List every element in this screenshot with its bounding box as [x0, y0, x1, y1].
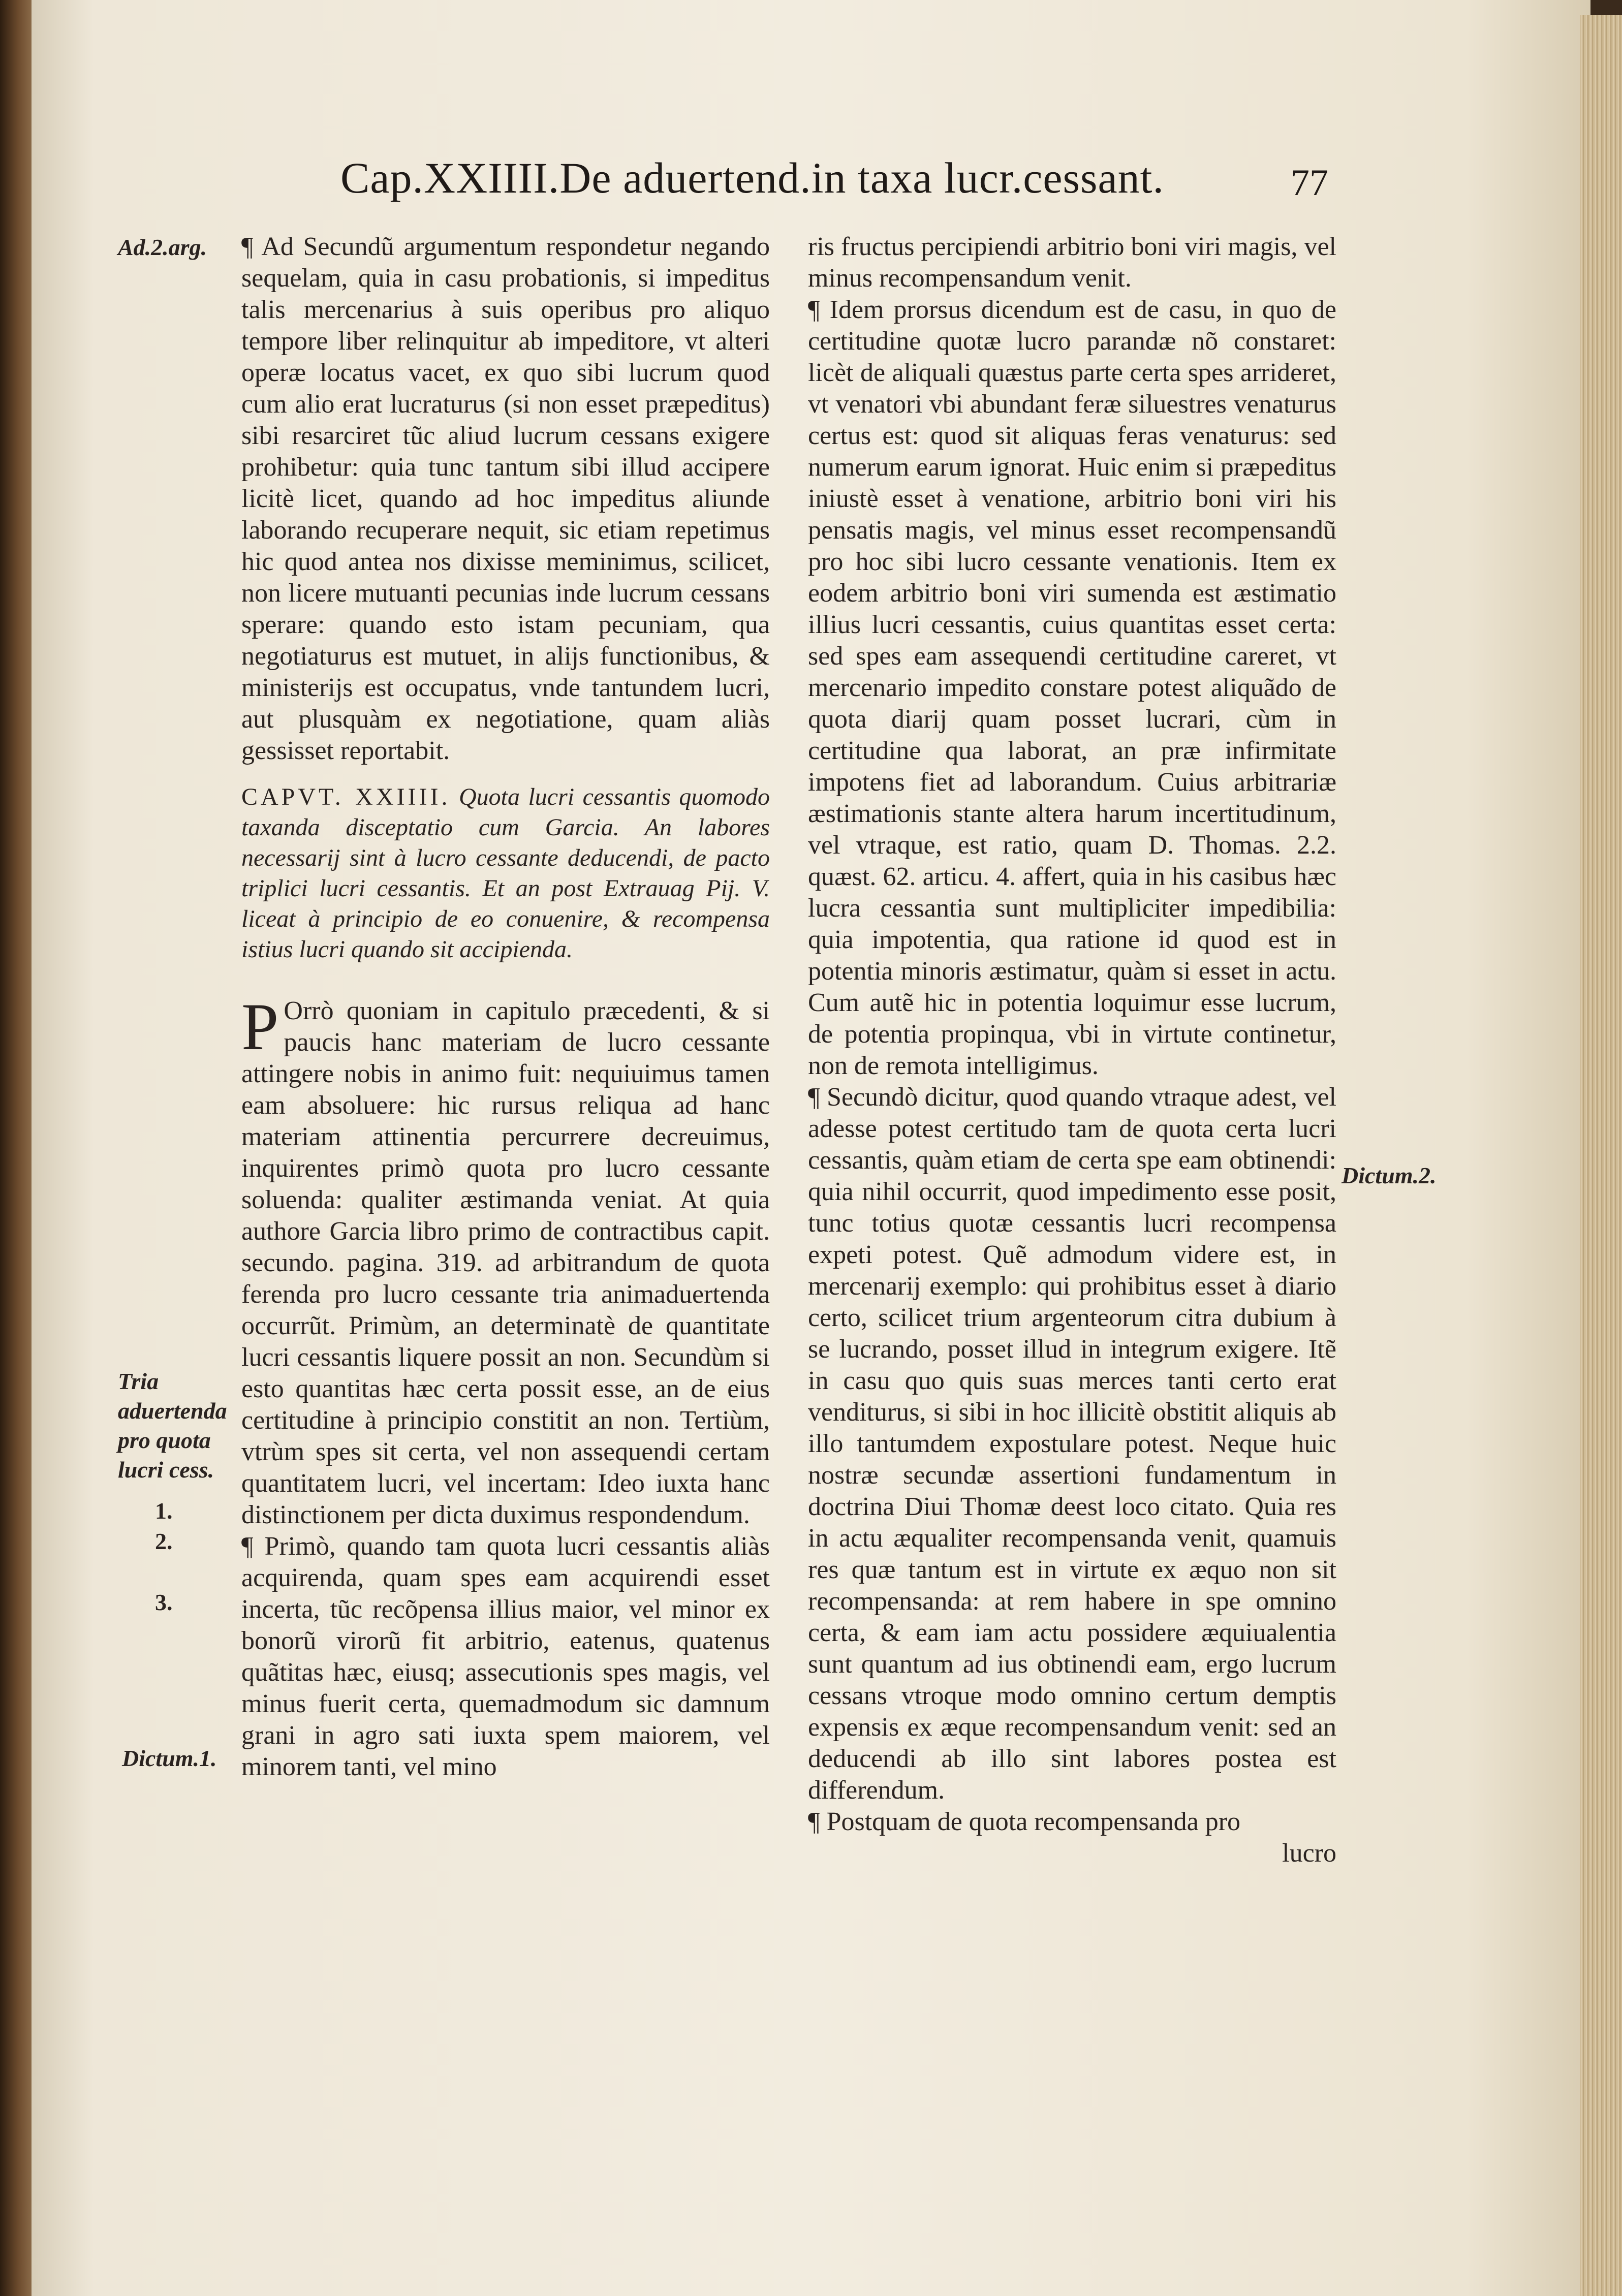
running-title: Cap.XXIIII.De aduertend.in taxa lucr.cessant.: [340, 153, 1165, 202]
page-header: [340, 152, 1387, 213]
chapter-opening-paragraph: [241, 989, 770, 1531]
page-edges: [1580, 15, 1622, 2296]
chapter-number: CAPVT. XXIIII.: [241, 783, 451, 810]
right-column: [808, 231, 1336, 1869]
drop-capital: P: [241, 989, 279, 1064]
margin-number-1: 1.: [155, 1498, 173, 1524]
margin-note-ad-arg: Ad.2.arg.: [118, 234, 207, 260]
paragraph-idem: ¶ Idem prorsus dicendum est de casu, in quo de certitudine quotæ lucro parandæ nõ constaret: licèt de aliquali quæstus parte certa spes arrideret, vt venatori vbi abundant feræ siluestres venaturus certus est: quod sit aliquas feras venaturus: sed numerum earum ignorat. Huic enim si præpeditus iniustè esset à venatione, arbitrio boni viri his pensatis magis, vel minus esset recompensandũ pro hoc sibi lucro cessante venationis. Item ex eodem arbitrio boni viri sumenda est æstimatio illius lucri cessantis, cuius quantitas esset certa: sed spes eam assequendi certitudine careret, vt mercenario impedito constare potest aliquãdo de quota diarij quam posset lucrari, cùm in certitudine qua laborat, an præ infirmitate impotens fiet ad laborandum. Cuius arbitrariæ æstimationis stante altera harum incertitudinum, vel vtraque, est ratio, quam D. Thomas. 2.2. quæst. 62. articu. 4. affert, quia in his casibus hæc lucra cessantia sunt multipliciter impedibilia: quia impotentia, qua ratione id quod est in potentia minoris æstimatur, quàm si esset in actu. Cum autẽ hic in potentia loquimur esse lucrum, de potentia propinqua, vbi in virtute continetur, non de remota intelligimus.: [808, 295, 1336, 1080]
answer-paragraph: ¶ Ad Secundũ argumentum respondetur negando sequelam, quia in casu probationis, si impeditus talis mercenarius à suis operibus pro aliquo tempore liber relinquitur ab impeditore, vt alteri operæ locatus vacet, ex quo sibi lucrum quod cum alio erat lucraturus (si non esset præpeditus) sibi resarciret tũc aliud lucrum cessans exigere prohibetur: quia tunc tantum sibi illud accipere licitè licet, quando ad hoc impeditus aliunde laborando recuperare nequit, sic etiam repetimus hic quod antea nos dixisse meminimus, scilicet, non licere mutuanti pecunias inde lucrum cessans sperare: quando esto istam pecuniam, qua negotiaturus est mutuet, in alijs functionibus, & ministerijs est occupatus, vnde tantundem lucri, aut plusquàm ex negotiatione, quam aliàs gessisset reportabit.: [241, 232, 770, 765]
margin-note-dictum-1: Dictum.1.: [122, 1745, 217, 1771]
dictum-1-paragraph: ¶ Primò, quando tam quota lucri cessantis aliàs acquirenda, quam spes eam acquirendi esset incerta, tũc recõpensa illius maior, vel minor ex bonorũ virorũ fit arbitrio, eatenus, quatenus quãtitas hæc, eiusq; assecutionis spes magis, vel minus fuerit certa, quemadmodum sic damnum grani in agro sati iuxta spem maiorem, vel minorem tanti, vel mino: [241, 1532, 770, 1781]
margin-number-2: 2.: [155, 1528, 173, 1554]
continuation-paragraph: ris fructus percipiendi arbitrio boni viri magis, vel minus recompensandum venit.: [808, 232, 1336, 293]
folio-number: 77: [1291, 162, 1328, 204]
chapter-heading: [241, 782, 770, 965]
closing-paragraph: ¶ Postquam de quota recompensanda pro: [808, 1807, 1241, 1836]
dictum-2-paragraph: ¶ Secundò dicitur, quod quando vtraque adest, vel adesse potest certitudo tam de quota certa lucri cessantis, quàm etiam de certa spe eam obtinendi: quia nihil occurrit, quod impedimento esse posit, tunc totius quotæ cessantis lucri recompensa expeti potest. Quẽ admodum videre est, in mercenarij exemplo: qui prohibitus esset à diario certo, scilicet trium argenteorum citra dubium à se lucrando, posset illud in integrum exigere. Itẽ in casu quo quis suas merces tanti certo erat venditurus, si sibi in hoc illicitè obstitit aliquis ab illo tantumdem expostulare potest. Neque huic nostræ secundæ assertioni fundamentum in doctrina Diui Thomæ deest loco citato. Quia res in actu æqualiter recompensanda venit, quamuis res quæ tantum est in virtute ex æquo non sit recompensanda: at rem habere in spe omnino certa, & eam iam actu possidere æquiualentia sunt quantum ad ius obtinendi eam, ergo lucrum cessans vtroque modo omnino certum demptis expensis ex æque recompensandum venit: sed an deducendi ab illo sint labores postea est differendum.: [808, 1083, 1336, 1805]
margin-note-dictum-2: Dictum.2.: [1342, 1162, 1437, 1188]
margin-note-tria: Tria aduertenda pro quota lucri cess.: [118, 1368, 227, 1483]
chapter-summary: Quota lucri cessantis quomodo taxanda disceptatio cum Garcia. An labores necessarij sint à lucro cessante deducendi, de pacto triplici lucri cessantis. Et an post Extrauag Pij. V. liceat à principio de eo conuenire, & recompensa istius lucri quando sit accipienda.: [241, 783, 770, 963]
margin-number-3: 3.: [155, 1589, 173, 1615]
opening-text: Orrò quoniam in capitulo præcedenti, & si paucis hanc materiam de lucro cessante attingere nobis in animo fuit: nequiuimus tamen eam absoluere: hic rursus reliqua ad hanc materiam attinentia percurrere decreuimus, inquirentes primò quota pro lucro cessante soluenda: qualiter æstimanda veniat. At quia authore Garcia libro primo de contractibus capit. secundo. pagina. 319. ad arbitrandum de quota ferenda pro lucro cessante tria animaduertenda occurrũt. Primùm, an determinatè de quantitate lucri cessantis liquere possit an non. Secundùm si esto quantitas hæc certa possit esse, an de eius certitudine à principio constitit an non. Tertiùm, vtrùm spes sit certa, vel non assequendi certam quantitatem lucri, vel incertam: Ideo iuxta hanc distinctionem per dicta duximus respondendum.: [241, 996, 770, 1529]
left-column: [241, 231, 770, 1783]
catchword: lucro: [1282, 1839, 1336, 1868]
